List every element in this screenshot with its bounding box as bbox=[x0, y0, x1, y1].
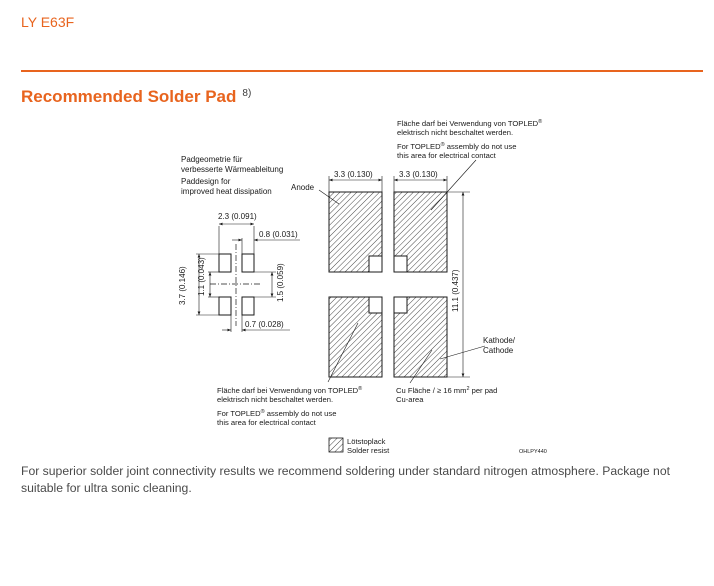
small-pad-bottom-left bbox=[219, 297, 231, 315]
small-pad-top-right bbox=[242, 254, 254, 272]
large-pads bbox=[329, 192, 447, 377]
bottom-note-de-1 bbox=[217, 385, 362, 395]
cu-area-label bbox=[396, 386, 497, 395]
dim-11-1: 11.1 (0.437) bbox=[451, 269, 460, 312]
bottom-note-de-1-text: Fläche darf bei Verwendung von TOPLED bbox=[217, 386, 359, 395]
top-note-en-3: this area for electrical contact bbox=[397, 151, 496, 160]
cathode-label-de: Kathode/ bbox=[483, 336, 516, 345]
pad-design-label-en-2: improved heat dissipation bbox=[181, 187, 272, 196]
dim-3-3-left: 3.3 (0.130) bbox=[334, 170, 373, 179]
dim-2-3: 2.3 (0.091) bbox=[218, 212, 257, 221]
bottom-note-de-2: elektrisch nicht beschaltet werden. bbox=[217, 395, 334, 404]
bottom-note-de-1-reg: ® bbox=[358, 386, 363, 392]
small-pad-bottom-right bbox=[242, 297, 254, 315]
part-number: LY E63F bbox=[21, 14, 75, 30]
anode-label: Anode bbox=[291, 183, 315, 192]
dim-3-3-right: 3.3 (0.130) bbox=[399, 170, 438, 179]
dim-0-8: 0.8 (0.031) bbox=[259, 230, 298, 239]
cu-area-sup: 2 bbox=[466, 386, 470, 392]
cu-area-text-2: per pad bbox=[469, 386, 498, 395]
top-note-de-1-reg: ® bbox=[538, 119, 543, 125]
notch-bottom-right bbox=[394, 297, 407, 313]
bottom-note-en-1-text: For TOPLED bbox=[217, 409, 261, 418]
top-note-en-2-text: assembly do not use bbox=[444, 142, 517, 151]
top-note-de-1 bbox=[397, 118, 542, 128]
top-note-de-2: elektrisch nicht beschaltet werden. bbox=[397, 128, 514, 137]
legend-swatch bbox=[329, 438, 343, 452]
dim-0-7: 0.7 (0.028) bbox=[245, 320, 284, 329]
top-note-en-1-text: For TOPLED bbox=[397, 142, 441, 151]
dim-1-1: 1.1 (0.043) bbox=[197, 257, 206, 296]
dim-1-5: 1.5 (0.059) bbox=[276, 263, 285, 302]
notch-top-left bbox=[369, 256, 382, 272]
top-note-en-1 bbox=[397, 141, 516, 151]
cathode-label-en: Cathode bbox=[483, 346, 514, 355]
top-note-de-1-text: Fläche darf bei Verwendung von TOPLED bbox=[397, 119, 539, 128]
cu-area-label-2: Cu-area bbox=[396, 395, 424, 404]
notch-top-right bbox=[394, 256, 407, 272]
legend-label-de: Lötstoplack bbox=[347, 437, 386, 446]
legend-label-en: Solder resist bbox=[347, 446, 390, 455]
section-title-text: Recommended Solder Pad bbox=[21, 87, 237, 106]
bottom-note-en-2-text: assembly do not use bbox=[264, 409, 337, 418]
small-pad-top-left bbox=[219, 254, 231, 272]
pad-design-label-en-1: Paddesign for bbox=[181, 177, 231, 186]
bottom-note-en-3: this area for electrical contact bbox=[217, 418, 316, 427]
pad-geometry-label-de-1: Padgeometrie für bbox=[181, 155, 243, 164]
footnote-ref: 8) bbox=[242, 88, 252, 99]
bottom-note-en-1-reg: ® bbox=[260, 409, 265, 415]
soldering-note: For superior solder joint connectivity results we recommend soldering under standard nitrogen atmosphere. Package not suitable for ultra sonic cleaning. bbox=[21, 464, 670, 495]
pad-geometry-label-de-2: verbesserte Wärmeableitung bbox=[181, 165, 284, 174]
cu-area-text-1: Cu Fläche / ≥ 16 mm bbox=[396, 386, 467, 395]
notch-bottom-left bbox=[369, 297, 382, 313]
top-note-en-1-reg: ® bbox=[440, 142, 445, 148]
bottom-note-en-1 bbox=[217, 408, 336, 418]
drawing-id: OHLPY440 bbox=[519, 449, 547, 455]
dim-3-7: 3.7 (0.146) bbox=[178, 266, 187, 305]
